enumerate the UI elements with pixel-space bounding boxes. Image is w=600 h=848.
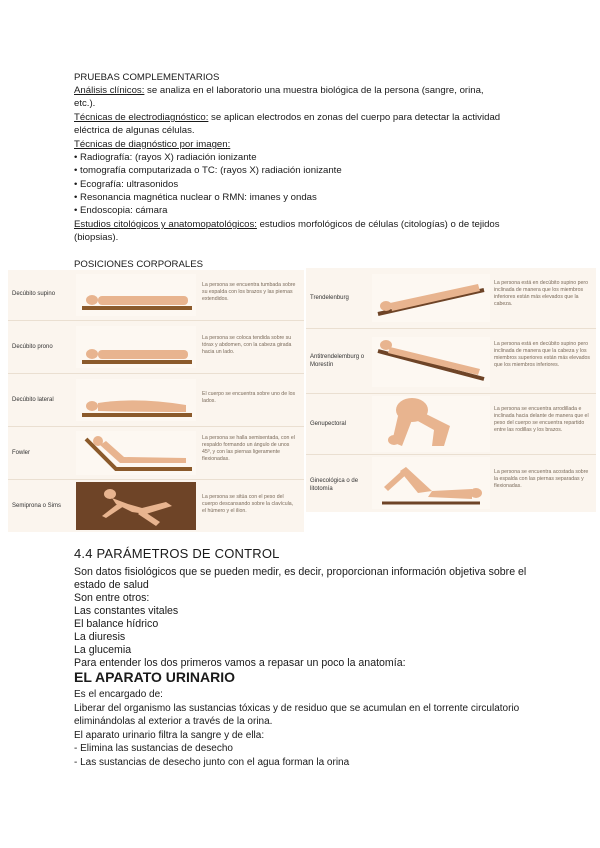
electro-text-cont: eléctrica de algunas células. [74,125,195,136]
position-row [8,270,304,321]
urinario-line: El aparato urinario filtra la sangre y de ella: [74,730,265,741]
electro-paragraph [74,112,500,124]
position-description: La persona se encuentra acostada sobre la espalda con las piernas separadas y flexionadas. [494,469,589,489]
imagen-label: Técnicas de diagnóstico por imagen: [74,139,231,150]
antitrendelenburg-figure [372,337,490,387]
imagen-item: • Ecografía: ultrasonidos [74,179,179,190]
imagen-item: • Radiografía: (rayos X) radiación ionizante [74,152,257,163]
genupectoral-figure [372,396,490,452]
parametros-line: La glucemia [74,644,132,656]
position-description: La persona se encuentra tumbada sobre su espalda con los brazos y las piernas extendidos. [202,282,296,302]
prone-figure [76,326,196,368]
electro-text: se aplican electrodos en zonas del cuerpo para detectar la actividad [208,112,501,123]
estudios-label: Estudios citológicos y anatomopatológicos: [74,219,257,230]
parametros-line: Las constantes vitales [74,605,179,617]
position-description: La persona está en decúbito supino pero inclinada de manera que la cabeza y los miembros superiores están más elevados que los miembros inferiores. [494,341,591,368]
position-row [8,427,304,480]
position-description: La persona está en decúbito supino pero inclinada de manera que los miembros inferiores están más elevados que la cabeza. [494,280,589,307]
parametros-line: estado de salud [74,579,149,591]
position-row [306,394,596,455]
position-label: Genupectoral [310,421,347,427]
position-description: El cuerpo se encuentra sobre uno de los lados. [202,391,296,404]
sims-figure [76,482,196,530]
position-label: Trendelenburg [310,295,349,301]
analisis-text-cont: etc.). [74,98,96,109]
urinario-line: Es el encargado de: [74,689,163,700]
position-description: La persona se halla semisentada, con el respaldo formando un ángulo de unos 45º, y con las piernas ligeramente flexionadas. [202,435,295,462]
section-heading-posiciones: POSICIONES CORPORALES [74,259,204,270]
urinario-line: eliminándolas al exterior a través de la orina. [74,716,273,727]
position-label: Decúbito prono [12,344,53,350]
estudios-paragraph [74,219,500,231]
estudios-text: estudios morfológicos de células (citologías) o de tejidos [256,219,500,230]
position-row [306,455,596,512]
analisis-text: se analiza en el laboratorio una muestra biológica de la persona (sangre, orina, [144,85,484,96]
analisis-paragraph [74,85,484,97]
positions-table-right [306,268,596,512]
section-heading-pruebas: PRUEBAS COMPLEMENTARIOS [74,72,220,83]
position-label: Semiprona o Sims [12,503,62,509]
position-row [8,480,304,532]
imagen-item: • Endoscopia: cámara [74,205,168,216]
position-label: Decúbito lateral [12,397,54,403]
parametros-title: 4.4 PARÁMETROS DE CONTROL [74,546,280,561]
electro-label: Técnicas de electrodiagnóstico: [74,112,209,123]
position-row [306,268,596,329]
parametros-line: Para entender los dos primeros vamos a repasar un poco la anatomía: [74,657,406,669]
urinario-title: EL APARATO URINARIO [74,669,236,685]
parametros-line: Son entre otros: [74,592,150,604]
estudios-text-cont: (biopsias). [74,232,119,243]
lithotomy-figure [372,457,490,509]
imagen-item: • Resonancia magnética nuclear o RMN: imanes y ondas [74,192,317,203]
parametros-line: El balance hídrico [74,618,159,630]
trendelenburg-figure [372,274,490,322]
lateral-figure [76,379,196,421]
position-label: Decúbito supino [12,291,56,297]
parametros-line: La diuresis [74,631,126,643]
urinario-line: - Elimina las sustancias de desecho [74,743,233,754]
position-label: Ginecológica o de litotomía [310,478,359,492]
position-row [8,321,304,374]
fowler-figure [76,431,196,475]
positions-table-left [8,270,304,532]
analisis-label: Análisis clínicos: [74,85,145,96]
position-description: La persona se encuentra arrodillada e inclinada hacia delante de manera que el peso del cuerpo se encuentra repartido entre las rodillas y los brazos. [494,406,589,433]
imagen-item: • tomografía computarizada o TC: (rayos X) radiación ionizante [74,165,342,176]
position-description: La persona se sitúa con el peso del cuerpo descansando sobre la clavícula, el húmero y el ilion. [202,494,294,514]
urinario-line: Liberar del organismo las sustancias tóxicas y de residuo que se acumulan en el torrente circulatorio [74,703,520,714]
position-description: La persona se coloca tendida sobre su tórax y abdomen, con la cabeza girada hacia un lado. [202,335,292,355]
position-row [306,329,596,394]
urinario-line: - Las sustancias de desecho junto con el agua forman la orina [74,757,350,768]
position-label: Antitrendelemburg o Morestín [310,354,365,368]
position-label: Fowler [12,450,31,456]
parametros-line: Son datos fisiológicos que se pueden medir, es decir, proporcionan información objetiva sobre el [74,566,527,578]
position-row [8,374,304,427]
supine-figure [76,274,196,316]
